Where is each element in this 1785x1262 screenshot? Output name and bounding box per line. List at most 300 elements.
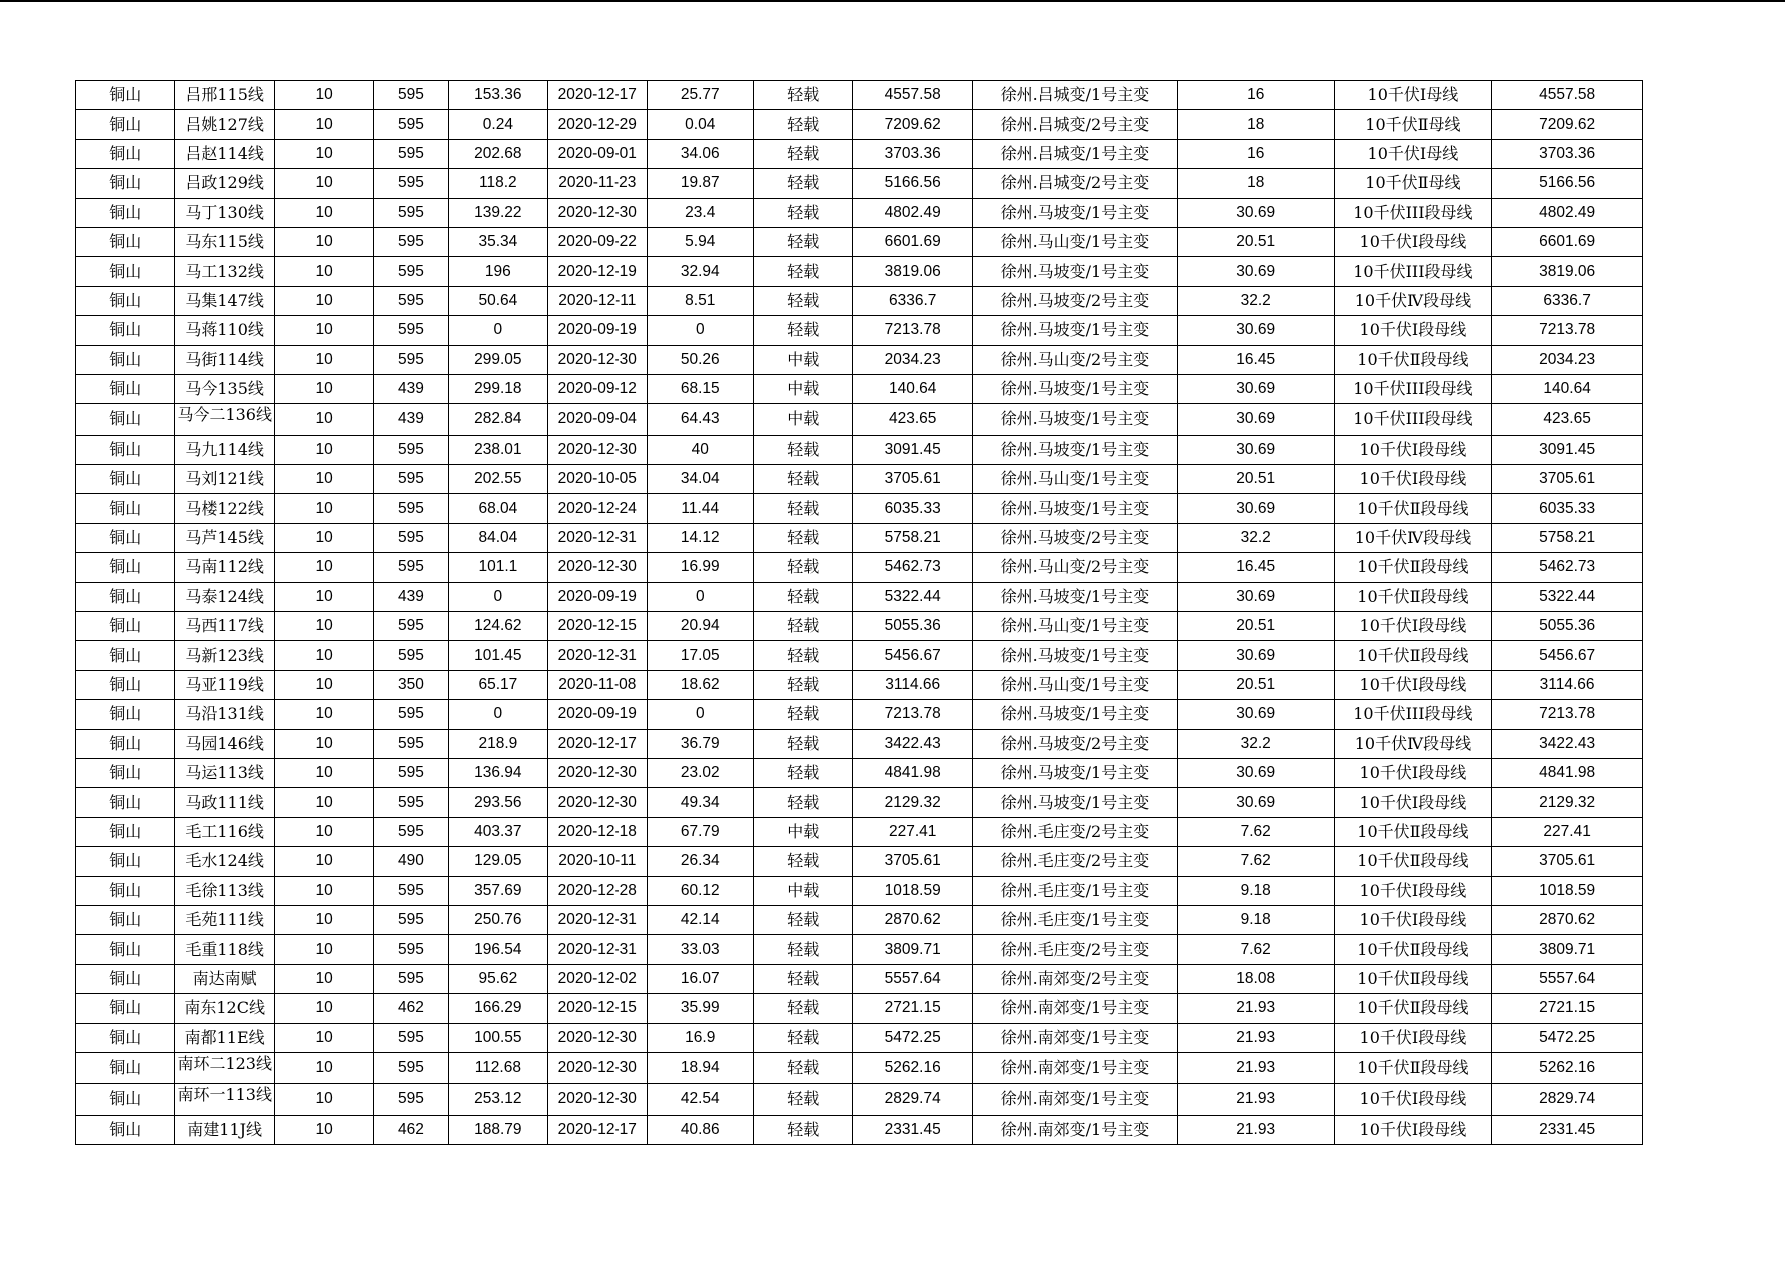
substation-transformer-cell: 徐州.马山变/1号主变 [972,465,1177,494]
table-row [76,286,1643,315]
district-cell: 铜山 [76,1052,175,1083]
rated-current-cell: 595 [374,110,448,139]
busbar-cell: 10千伏Ⅳ段母线 [1334,729,1492,758]
transformer-capacity-cell: 32.2 [1177,523,1334,552]
max-current-cell: 136.94 [448,758,547,787]
remaining-capacity-cell: 2829.74 [1492,1084,1643,1115]
available-capacity-cell: 2721.15 [853,994,973,1023]
remaining-capacity-cell: 5456.67 [1492,641,1643,670]
transformer-capacity-cell: 30.69 [1177,435,1334,464]
table-row [76,435,1643,464]
table-row [76,553,1643,582]
busbar-cell: 10千伏Ⅱ段母线 [1334,494,1492,523]
district-cell: 铜山 [76,758,175,787]
table-row [76,1115,1643,1144]
load-status-cell: 中载 [753,817,852,846]
busbar-cell: 10千伏Ⅰ段母线 [1334,1084,1492,1115]
load-rate-cell: 16.07 [647,964,753,993]
load-rate-cell: 42.54 [647,1084,753,1115]
line-name-cell: 南东12C线 [175,994,274,1023]
transformer-capacity-cell: 20.51 [1177,227,1334,256]
district-cell: 铜山 [76,582,175,611]
substation-transformer-cell: 徐州.马坡变/1号主变 [972,404,1177,435]
table-row [76,758,1643,787]
available-capacity-cell: 5758.21 [853,523,973,552]
load-status-cell: 轻载 [753,523,852,552]
max-current-cell: 253.12 [448,1084,547,1115]
available-capacity-cell: 6336.7 [853,286,973,315]
max-load-date-cell: 2020-12-30 [548,553,647,582]
rated-current-cell: 595 [374,788,448,817]
voltage-cell: 10 [274,670,373,699]
substation-transformer-cell: 徐州.马山变/2号主变 [972,553,1177,582]
max-load-date-cell: 2020-12-30 [548,1023,647,1052]
transformer-capacity-cell: 20.51 [1177,612,1334,641]
substation-transformer-cell: 徐州.马坡变/2号主变 [972,286,1177,315]
load-status-cell: 轻载 [753,788,852,817]
transformer-capacity-cell: 30.69 [1177,788,1334,817]
rated-current-cell: 595 [374,612,448,641]
busbar-cell: 10千伏Ⅱ段母线 [1334,1052,1492,1083]
rated-current-cell: 595 [374,227,448,256]
available-capacity-cell: 140.64 [853,374,973,403]
load-rate-cell: 5.94 [647,227,753,256]
rated-current-cell: 595 [374,1084,448,1115]
max-load-date-cell: 2020-09-22 [548,227,647,256]
table-row [76,729,1643,758]
transformer-capacity-cell: 18.08 [1177,964,1334,993]
voltage-cell: 10 [274,1115,373,1144]
district-cell: 铜山 [76,374,175,403]
max-load-date-cell: 2020-12-30 [548,1052,647,1083]
line-name-cell: 马亚119线 [175,670,274,699]
transformer-capacity-cell: 21.93 [1177,1052,1334,1083]
max-current-cell: 129.05 [448,847,547,876]
busbar-cell: 10千伏Ⅰ段母线 [1334,612,1492,641]
voltage-cell: 10 [274,316,373,345]
load-status-cell: 轻载 [753,494,852,523]
substation-transformer-cell: 徐州.南郊变/1号主变 [972,1052,1177,1083]
voltage-cell: 10 [274,139,373,168]
max-current-cell: 188.79 [448,1115,547,1144]
district-cell: 铜山 [76,169,175,198]
load-status-cell: 轻载 [753,964,852,993]
available-capacity-cell: 7209.62 [853,110,973,139]
max-current-cell: 0 [448,700,547,729]
max-current-cell: 65.17 [448,670,547,699]
transformer-capacity-cell: 21.93 [1177,1084,1334,1115]
max-current-cell: 166.29 [448,994,547,1023]
load-status-cell: 轻载 [753,1084,852,1115]
load-status-cell: 轻载 [753,227,852,256]
table-row [76,700,1643,729]
load-status-cell: 轻载 [753,905,852,934]
substation-transformer-cell: 徐州.马坡变/1号主变 [972,374,1177,403]
load-status-cell: 轻载 [753,1052,852,1083]
voltage-cell: 10 [274,612,373,641]
rated-current-cell: 595 [374,198,448,227]
transformer-capacity-cell: 7.62 [1177,817,1334,846]
max-load-date-cell: 2020-12-31 [548,641,647,670]
max-current-cell: 196 [448,257,547,286]
busbar-cell: 10千伏Ⅱ段母线 [1334,553,1492,582]
load-rate-cell: 26.34 [647,847,753,876]
max-load-date-cell: 2020-12-11 [548,286,647,315]
transformer-capacity-cell: 30.69 [1177,758,1334,787]
max-load-date-cell: 2020-12-30 [548,435,647,464]
substation-transformer-cell: 徐州.马坡变/2号主变 [972,523,1177,552]
transformer-capacity-cell: 32.2 [1177,729,1334,758]
busbar-cell: 10千伏Ⅱ段母线 [1334,935,1492,964]
remaining-capacity-cell: 6336.7 [1492,286,1643,315]
table-row [76,905,1643,934]
transformer-capacity-cell: 30.69 [1177,198,1334,227]
transformer-capacity-cell: 20.51 [1177,465,1334,494]
district-cell: 铜山 [76,612,175,641]
substation-transformer-cell: 徐州.吕城变/1号主变 [972,81,1177,110]
table-row [76,169,1643,198]
available-capacity-cell: 3422.43 [853,729,973,758]
transformer-capacity-cell: 9.18 [1177,905,1334,934]
transformer-capacity-cell: 30.69 [1177,582,1334,611]
transformer-capacity-cell: 20.51 [1177,670,1334,699]
voltage-cell: 10 [274,257,373,286]
transformer-capacity-cell: 30.69 [1177,641,1334,670]
busbar-cell: 10千伏Ⅱ段母线 [1334,847,1492,876]
table-row [76,465,1643,494]
transformer-capacity-cell: 7.62 [1177,935,1334,964]
district-cell: 铜山 [76,198,175,227]
rated-current-cell: 595 [374,494,448,523]
max-current-cell: 282.84 [448,404,547,435]
transformer-capacity-cell: 30.69 [1177,257,1334,286]
max-current-cell: 112.68 [448,1052,547,1083]
busbar-cell: 10千伏Ⅰ母线 [1334,81,1492,110]
remaining-capacity-cell: 6601.69 [1492,227,1643,256]
voltage-cell: 10 [274,582,373,611]
max-load-date-cell: 2020-10-05 [548,465,647,494]
line-name-cell: 南建11J线 [175,1115,274,1144]
max-current-cell: 293.56 [448,788,547,817]
voltage-cell: 10 [274,964,373,993]
max-current-cell: 250.76 [448,905,547,934]
substation-transformer-cell: 徐州.马山变/1号主变 [972,227,1177,256]
voltage-cell: 10 [274,876,373,905]
load-status-cell: 中载 [753,876,852,905]
load-rate-cell: 0 [647,582,753,611]
table-row [76,788,1643,817]
available-capacity-cell: 6035.33 [853,494,973,523]
line-name-cell: 马集147线 [175,286,274,315]
rated-current-cell: 439 [374,582,448,611]
substation-transformer-cell: 徐州.马山变/2号主变 [972,345,1177,374]
max-current-cell: 218.9 [448,729,547,758]
substation-transformer-cell: 徐州.马坡变/1号主变 [972,316,1177,345]
available-capacity-cell: 3809.71 [853,935,973,964]
district-cell: 铜山 [76,494,175,523]
max-load-date-cell: 2020-09-19 [548,582,647,611]
line-name-cell: 毛苑111线 [175,905,274,934]
remaining-capacity-cell: 5462.73 [1492,553,1643,582]
line-name-cell: 毛重118线 [175,935,274,964]
district-cell: 铜山 [76,81,175,110]
available-capacity-cell: 1018.59 [853,876,973,905]
table-row [76,876,1643,905]
busbar-cell: 10千伏Ⅱ母线 [1334,169,1492,198]
line-name-cell: 马刘121线 [175,465,274,494]
load-status-cell: 轻载 [753,169,852,198]
load-status-cell: 轻载 [753,553,852,582]
rated-current-cell: 595 [374,316,448,345]
voltage-cell: 10 [274,553,373,582]
line-name-cell: 吕赵114线 [175,139,274,168]
max-current-cell: 101.1 [448,553,547,582]
substation-transformer-cell: 徐州.马山变/1号主变 [972,612,1177,641]
max-load-date-cell: 2020-12-30 [548,345,647,374]
max-load-date-cell: 2020-11-23 [548,169,647,198]
voltage-cell: 10 [274,374,373,403]
substation-transformer-cell: 徐州.马坡变/1号主变 [972,700,1177,729]
substation-transformer-cell: 徐州.吕城变/2号主变 [972,169,1177,198]
load-rate-cell: 0 [647,316,753,345]
max-load-date-cell: 2020-12-17 [548,1115,647,1144]
load-status-cell: 轻载 [753,198,852,227]
remaining-capacity-cell: 3705.61 [1492,465,1643,494]
max-load-date-cell: 2020-12-31 [548,523,647,552]
substation-transformer-cell: 徐州.南郊变/1号主变 [972,994,1177,1023]
max-current-cell: 153.36 [448,81,547,110]
rated-current-cell: 595 [374,345,448,374]
voltage-cell: 10 [274,465,373,494]
substation-transformer-cell: 徐州.毛庄变/1号主变 [972,876,1177,905]
voltage-cell: 10 [274,905,373,934]
max-load-date-cell: 2020-12-30 [548,788,647,817]
max-load-date-cell: 2020-12-29 [548,110,647,139]
load-status-cell: 轻载 [753,286,852,315]
district-cell: 铜山 [76,964,175,993]
table-row [76,1023,1643,1052]
busbar-cell: 10千伏III段母线 [1334,700,1492,729]
voltage-cell: 10 [274,817,373,846]
voltage-cell: 10 [274,847,373,876]
substation-transformer-cell: 徐州.吕城变/1号主变 [972,139,1177,168]
max-current-cell: 35.34 [448,227,547,256]
voltage-cell: 10 [274,641,373,670]
rated-current-cell: 595 [374,1052,448,1083]
busbar-cell: 10千伏Ⅱ段母线 [1334,641,1492,670]
district-cell: 铜山 [76,404,175,435]
max-load-date-cell: 2020-12-15 [548,612,647,641]
load-status-cell: 轻载 [753,994,852,1023]
voltage-cell: 10 [274,700,373,729]
available-capacity-cell: 3819.06 [853,257,973,286]
line-name-cell: 毛徐113线 [175,876,274,905]
remaining-capacity-cell: 3422.43 [1492,729,1643,758]
rated-current-cell: 595 [374,169,448,198]
available-capacity-cell: 6601.69 [853,227,973,256]
busbar-cell: 10千伏Ⅳ段母线 [1334,523,1492,552]
load-rate-cell: 0.04 [647,110,753,139]
transformer-capacity-cell: 30.69 [1177,494,1334,523]
load-status-cell: 轻载 [753,1023,852,1052]
line-name-cell: 马今135线 [175,374,274,403]
busbar-cell: 10千伏Ⅱ段母线 [1334,817,1492,846]
load-rate-cell: 68.15 [647,374,753,403]
rated-current-cell: 595 [374,523,448,552]
load-rate-cell: 40 [647,435,753,464]
transformer-capacity-cell: 30.69 [1177,316,1334,345]
district-cell: 铜山 [76,435,175,464]
available-capacity-cell: 3114.66 [853,670,973,699]
busbar-cell: 10千伏III段母线 [1334,198,1492,227]
voltage-cell: 10 [274,1052,373,1083]
line-name-cell: 马芦145线 [175,523,274,552]
available-capacity-cell: 2129.32 [853,788,973,817]
available-capacity-cell: 2870.62 [853,905,973,934]
voltage-cell: 10 [274,729,373,758]
max-load-date-cell: 2020-09-01 [548,139,647,168]
voltage-cell: 10 [274,494,373,523]
max-load-date-cell: 2020-12-18 [548,817,647,846]
load-rate-cell: 33.03 [647,935,753,964]
remaining-capacity-cell: 3091.45 [1492,435,1643,464]
remaining-capacity-cell: 4802.49 [1492,198,1643,227]
district-cell: 铜山 [76,641,175,670]
load-rate-cell: 16.99 [647,553,753,582]
transformer-capacity-cell: 21.93 [1177,1115,1334,1144]
available-capacity-cell: 5055.36 [853,612,973,641]
table-row [76,582,1643,611]
available-capacity-cell: 423.65 [853,404,973,435]
max-load-date-cell: 2020-12-28 [548,876,647,905]
max-load-date-cell: 2020-10-11 [548,847,647,876]
max-current-cell: 202.68 [448,139,547,168]
busbar-cell: 10千伏III段母线 [1334,404,1492,435]
voltage-cell: 10 [274,286,373,315]
remaining-capacity-cell: 3705.61 [1492,847,1643,876]
district-cell: 铜山 [76,994,175,1023]
load-rate-cell: 19.87 [647,169,753,198]
remaining-capacity-cell: 5262.16 [1492,1052,1643,1083]
remaining-capacity-cell: 3819.06 [1492,257,1643,286]
max-load-date-cell: 2020-12-30 [548,758,647,787]
remaining-capacity-cell: 2129.32 [1492,788,1643,817]
available-capacity-cell: 3703.36 [853,139,973,168]
load-status-cell: 轻载 [753,935,852,964]
remaining-capacity-cell: 2721.15 [1492,994,1643,1023]
line-name-cell: 马东115线 [175,227,274,256]
max-current-cell: 84.04 [448,523,547,552]
load-rate-cell: 14.12 [647,523,753,552]
voltage-cell: 10 [274,1023,373,1052]
line-name-cell: 马楼122线 [175,494,274,523]
transformer-capacity-cell: 32.2 [1177,286,1334,315]
max-current-cell: 238.01 [448,435,547,464]
line-name-cell: 南达南赋 [175,964,274,993]
table-row [76,612,1643,641]
table-row [76,404,1643,435]
table-row [76,817,1643,846]
remaining-capacity-cell: 2034.23 [1492,345,1643,374]
load-rate-cell: 25.77 [647,81,753,110]
remaining-capacity-cell: 5472.25 [1492,1023,1643,1052]
rated-current-cell: 490 [374,847,448,876]
max-current-cell: 101.45 [448,641,547,670]
transformer-capacity-cell: 18 [1177,169,1334,198]
voltage-cell: 10 [274,227,373,256]
load-status-cell: 轻载 [753,139,852,168]
line-name-cell: 马沿131线 [175,700,274,729]
table-row [76,316,1643,345]
rated-current-cell: 595 [374,758,448,787]
load-rate-cell: 32.94 [647,257,753,286]
rated-current-cell: 595 [374,81,448,110]
line-name-cell: 马政111线 [175,788,274,817]
max-load-date-cell: 2020-12-17 [548,81,647,110]
table-row [76,964,1643,993]
max-load-date-cell: 2020-11-08 [548,670,647,699]
voltage-cell: 10 [274,935,373,964]
voltage-cell: 10 [274,523,373,552]
busbar-cell: 10千伏Ⅰ段母线 [1334,788,1492,817]
transformer-capacity-cell: 16.45 [1177,345,1334,374]
table-row [76,345,1643,374]
busbar-cell: 10千伏Ⅰ段母线 [1334,1023,1492,1052]
district-cell: 铜山 [76,876,175,905]
busbar-cell: 10千伏Ⅰ段母线 [1334,227,1492,256]
rated-current-cell: 595 [374,876,448,905]
max-load-date-cell: 2020-12-15 [548,994,647,1023]
busbar-cell: 10千伏Ⅳ段母线 [1334,286,1492,315]
load-rate-cell: 42.14 [647,905,753,934]
load-status-cell: 轻载 [753,847,852,876]
voltage-cell: 10 [274,404,373,435]
transformer-capacity-cell: 30.69 [1177,404,1334,435]
max-load-date-cell: 2020-09-19 [548,700,647,729]
substation-transformer-cell: 徐州.毛庄变/2号主变 [972,847,1177,876]
table-row [76,227,1643,256]
rated-current-cell: 462 [374,994,448,1023]
line-name-cell: 南都11E线 [175,1023,274,1052]
line-name-cell: 南环二123线 [175,1052,274,1083]
remaining-capacity-cell: 140.64 [1492,374,1643,403]
load-rate-cell: 67.79 [647,817,753,846]
table-row [76,670,1643,699]
available-capacity-cell: 7213.78 [853,700,973,729]
district-cell: 铜山 [76,1084,175,1115]
remaining-capacity-cell: 1018.59 [1492,876,1643,905]
substation-transformer-cell: 徐州.马坡变/1号主变 [972,257,1177,286]
busbar-cell: 10千伏Ⅰ段母线 [1334,876,1492,905]
remaining-capacity-cell: 4557.58 [1492,81,1643,110]
table-row [76,935,1643,964]
voltage-cell: 10 [274,198,373,227]
max-current-cell: 68.04 [448,494,547,523]
available-capacity-cell: 5472.25 [853,1023,973,1052]
available-capacity-cell: 2034.23 [853,345,973,374]
load-status-cell: 轻载 [753,641,852,670]
substation-transformer-cell: 徐州.马坡变/1号主变 [972,758,1177,787]
rated-current-cell: 595 [374,935,448,964]
max-current-cell: 118.2 [448,169,547,198]
max-load-date-cell: 2020-09-19 [548,316,647,345]
busbar-cell: 10千伏Ⅱ母线 [1334,110,1492,139]
substation-transformer-cell: 徐州.南郊变/1号主变 [972,1023,1177,1052]
district-cell: 铜山 [76,110,175,139]
table-row [76,1084,1643,1115]
load-status-cell: 轻载 [753,729,852,758]
max-current-cell: 139.22 [448,198,547,227]
